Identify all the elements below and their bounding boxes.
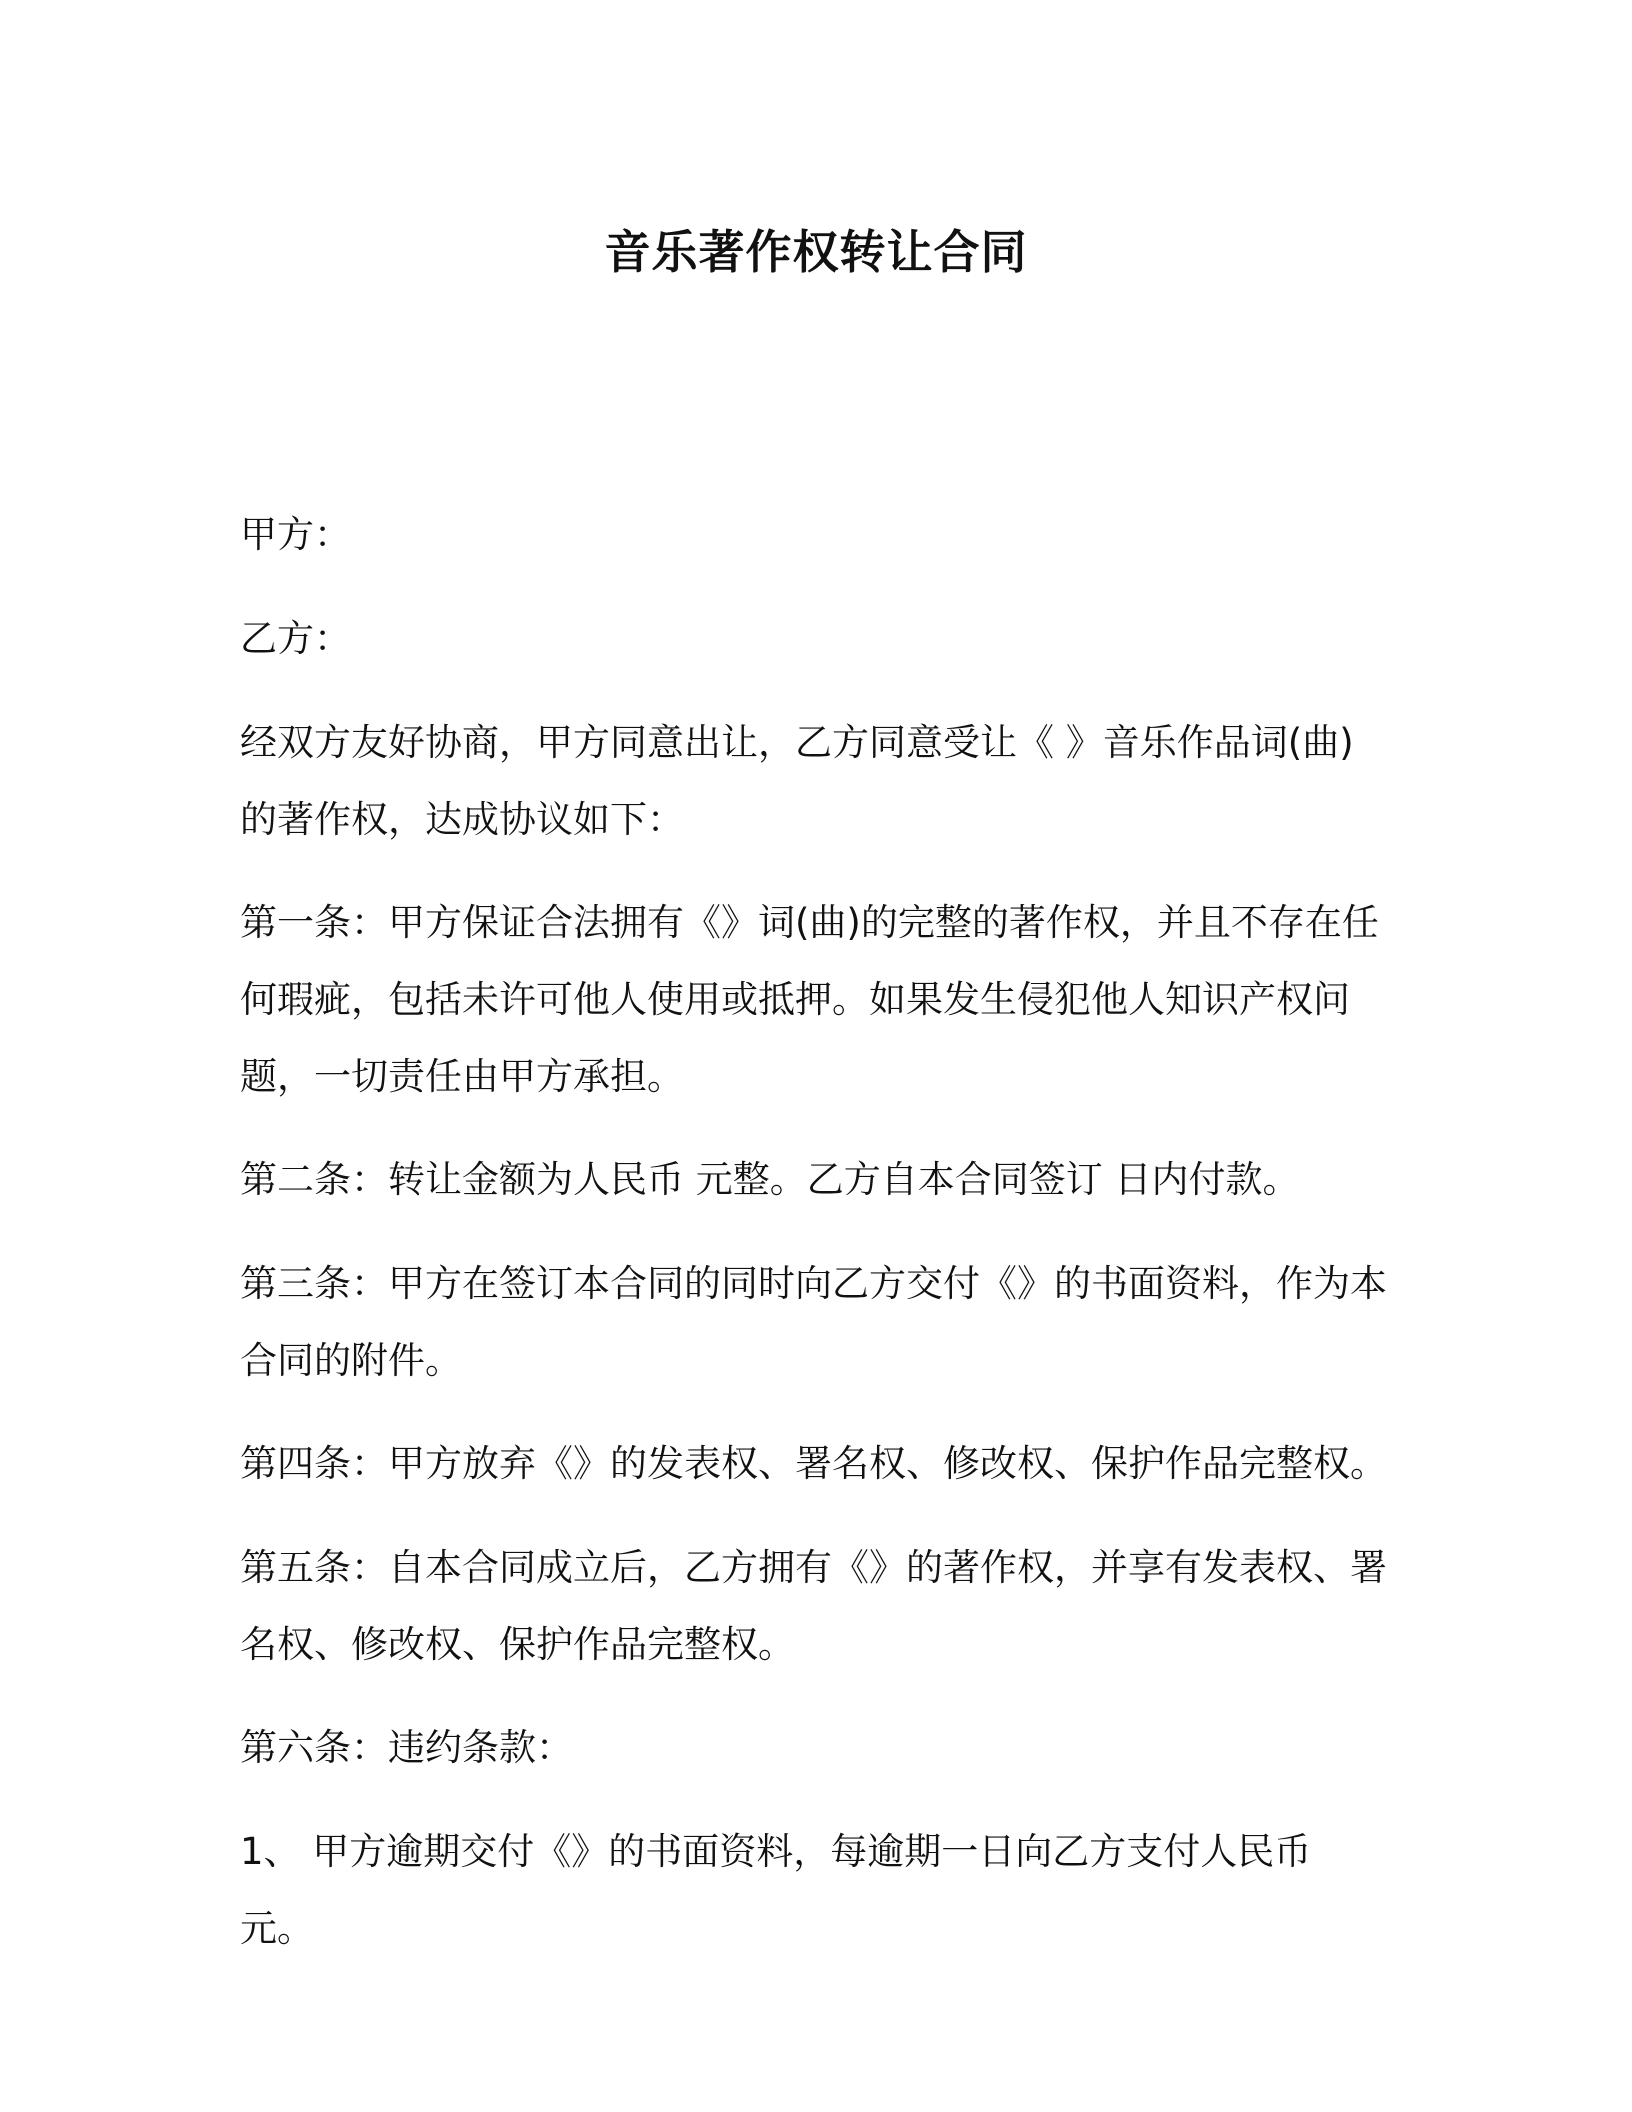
article-4-paragraph: 第四条：甲方放弃《》的发表权、署名权、修改权、保护作品完整权。	[240, 1442, 1387, 1485]
document-body	[240, 496, 1390, 1994]
article-3-paragraph: 第三条：甲方在签订本合同的同时向乙方交付《》的书面资料，作为本合同的附件。	[240, 1262, 1387, 1382]
article-2-paragraph: 第二条：转让金额为人民币 元整。乙方自本合同签订 日内付款。	[240, 1158, 1300, 1201]
article-1-paragraph: 第一条：甲方保证合法拥有《》词(曲)的完整的著作权，并且不存在任何瑕疵，包括未许可他人使用或抵押。如果发生侵犯他人知识产权问题，一切责任由甲方承担。	[240, 901, 1379, 1098]
party-a-line: 甲方：	[240, 513, 351, 556]
party-b-line: 乙方：	[240, 617, 351, 660]
breach-clause-1: 1、 甲方逾期交付《》的书面资料，每逾期一日向乙方支付人民币 元。	[240, 1830, 1312, 1950]
preamble-paragraph: 经双方友好协商，甲方同意出让，乙方同意受让《 》音乐作品词(曲)的著作权，达成协议如下：	[240, 721, 1354, 841]
article-5-paragraph: 第五条：自本合同成立后，乙方拥有《》的著作权，并享有发表权、署名权、修改权、保护作品完整权。	[240, 1546, 1387, 1666]
document-title: 音乐著作权转让合同	[604, 225, 1028, 279]
article-6-heading: 第六条：违约条款：	[240, 1726, 573, 1769]
